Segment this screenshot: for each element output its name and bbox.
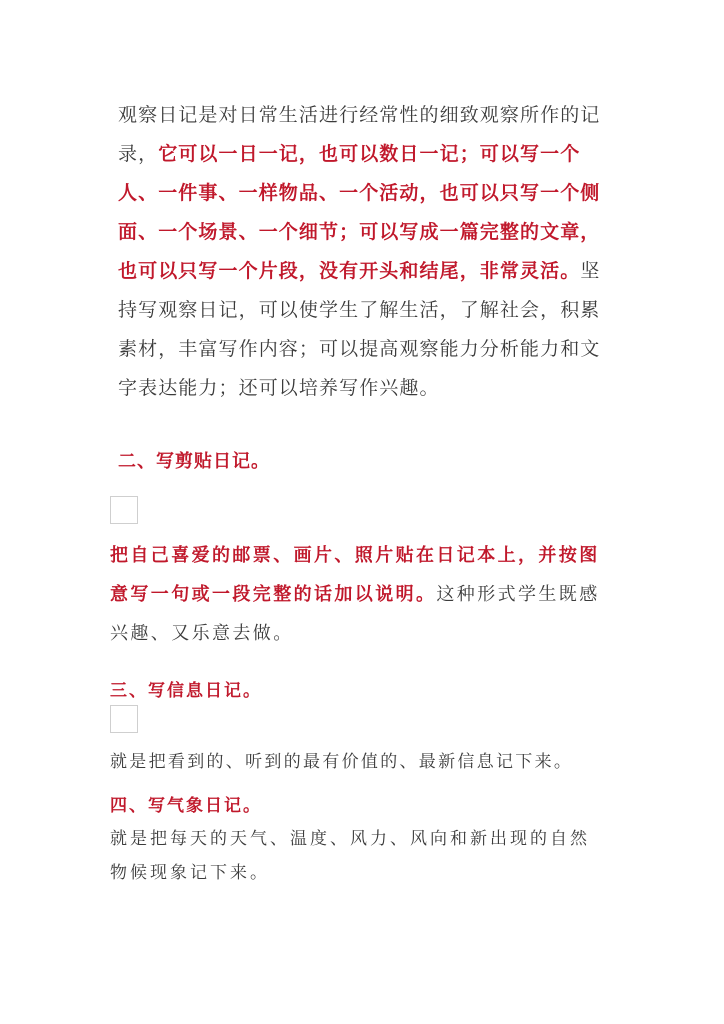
- heading-clipping-diary: 二、写剪贴日记。: [118, 451, 270, 472]
- heading-information-diary: 三、写信息日记。: [110, 681, 262, 701]
- observation-rest-text: 坚持写观察日记，可以使学生了解生活，了解社会，积累素材，丰富写作内容；可以提高观察能力分析能力和文字表达能力；还可以培养写作兴趣。: [118, 260, 601, 399]
- observation-highlight-text: 它可以一日一记，也可以数日一记；可以写一个人、一件事、一样物品、一个活动，也可以只写一个侧面、一个场景、一个细节；可以写成一篇完整的文章，也可以只写一个片段，没有开头和结尾，非常灵活。: [118, 143, 601, 282]
- heading-weather-diary: 四、写气象日记。: [110, 796, 262, 816]
- image-placeholder: [110, 705, 138, 733]
- observation-intro-text: 观察日记是对日常生活进行经常性的细致观察所作的记录，: [118, 104, 601, 165]
- clipping-highlight-text: 把自己喜爱的邮票、画片、照片贴在日记本上，并按图意写一句或一段完整的话加以说明。: [110, 545, 600, 605]
- clipping-rest-text: 这种形式学生既感兴趣、又乐意去做。: [110, 584, 600, 644]
- observation-diary-paragraph: [118, 96, 610, 408]
- weather-diary-paragraph: 就是把每天的天气、温度、风力、风向和新出现的自然物候现象记下来。: [110, 829, 590, 883]
- image-placeholder: [110, 496, 138, 524]
- information-diary-paragraph: 就是把看到的、听到的最有价值的、最新信息记下来。: [110, 752, 574, 772]
- clipping-diary-paragraph: [110, 536, 606, 653]
